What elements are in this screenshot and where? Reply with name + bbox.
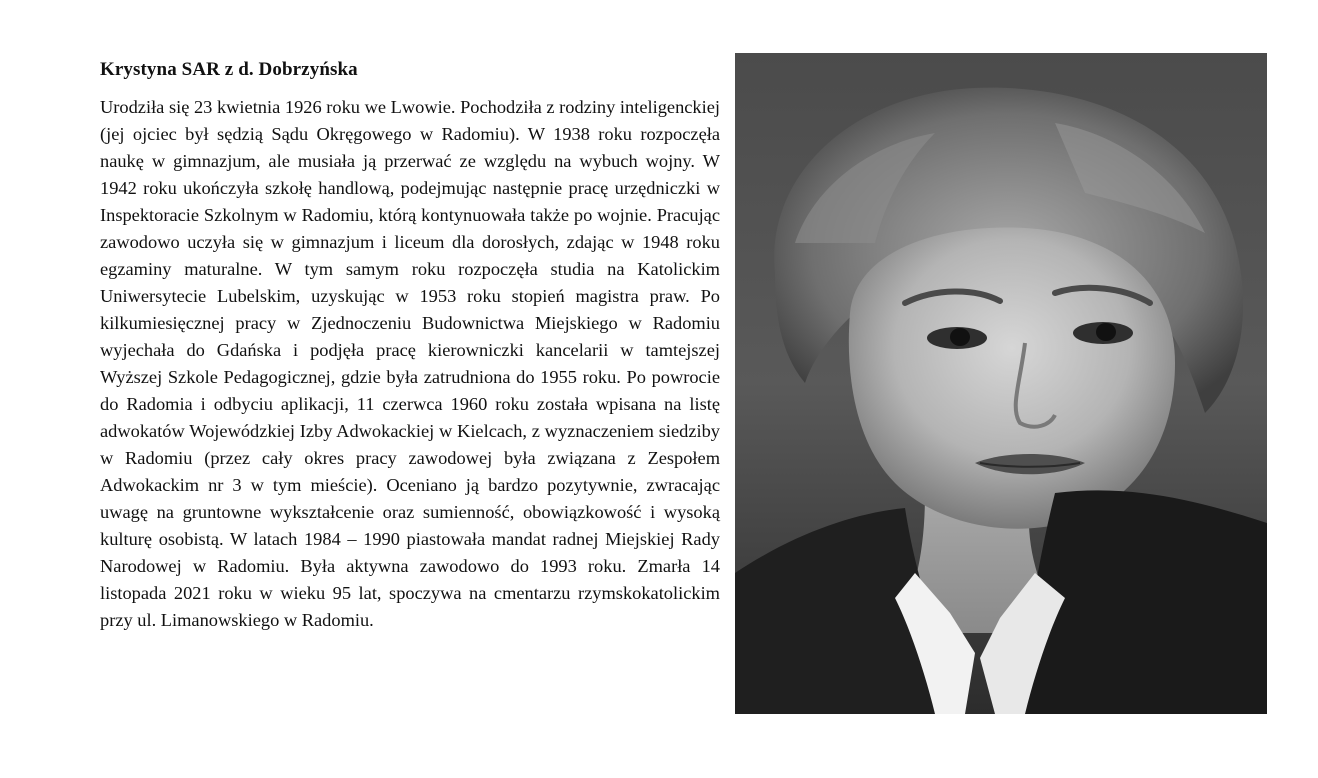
portrait-illustration [735,53,1267,714]
biography-text: Urodziła się 23 kwietnia 1926 roku we Lwowie. Pochodziła z rodziny inteligenckiej (jej ojciec był sędzią Sądu Okręgowego w Radomiu). W 1938 roku rozpoczęła naukę w gimnazjum, ale musiała ją przerwać ze względu na wybuch wojny. W 1942 roku ukończyła szkołę handlową, podejmując następnie pracę urzędniczki w Inspektoracie Szkolnym w Radomiu, którą kontynuowała także po wojnie. Pracując zawodowo uczyła się w gimnazjum i liceum dla dorosłych, zdając w 1948 roku egzaminy maturalne. W tym samym roku rozpoczęła studia na Katolickim Uniwersytecie Lubelskim, uzyskując w 1953 roku stopień magistra praw. Po kilkumiesięcznej pracy w Zjednoczeniu Budownictwa Miejskiego w Radomiu wyjechała do Gdańska i podjęła pracę kierowniczki kancelarii w tamtejszej Wyższej Szkole Pedagogicznej, gdzie była zatrudniona do 1955 roku. Po powrocie do Radomia i odbyciu aplikacji, 11 czerwca 1960 roku została wpisana na listę adwokatów Wojewódzkiej Izby Adwokackiej w Kielcach, z wyznaczeniem siedziby w Radomiu (przez cały okres pracy zawodowej była związana z Zespołem Adwokackim nr 3 w tym mieście). Oceniano ją bardzo pozytywnie, zwracając uwagę na gruntowne wykształcenie oraz sumienność, obowiązkowość i wysoką kulturę osobistą. W latach 1984 – 1990 piastowała mandat radnej Miejskiej Rady Narodowej w Radomiu. Była aktywna zawodowo do 1993 roku. Zmarła 14 listopada 2021 roku w wieku 95 lat, spoczywa na cmentarzu rzymskokatolickim przy ul. Limanowskiego w Radomiu. [100,97,721,630]
portrait-photo [735,53,1267,714]
biography-section [100,58,720,634]
biography-title: Krystyna SAR z d. Dobrzyńska [100,59,358,80]
